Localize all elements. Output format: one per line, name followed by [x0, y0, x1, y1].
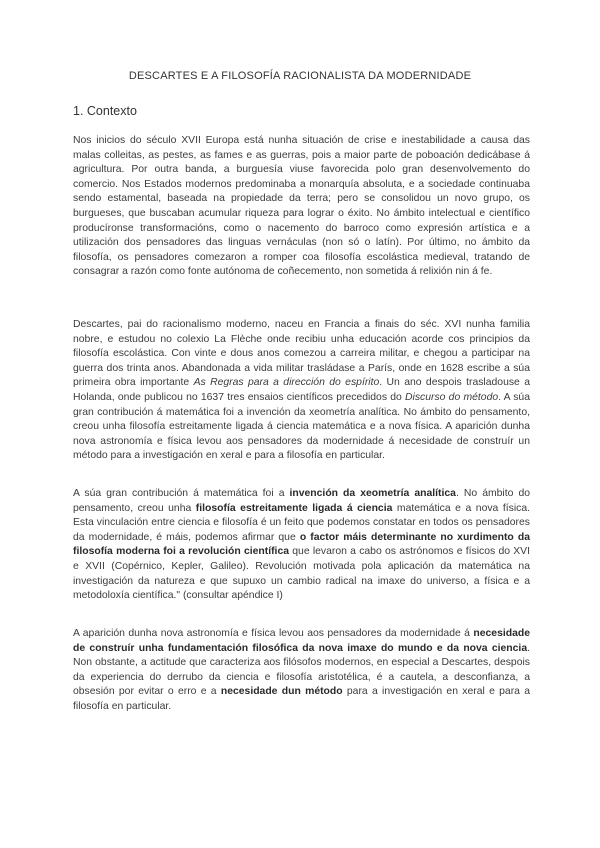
text-run: A aparición dunha nova astronomía e física levou aos pensadores da modernidade á: [73, 628, 474, 639]
text-run: Descartes, pai do racionalismo moderno, naceu en Francia a finais do séc. XVI nunha familia nobre, e estudou no colexio La Flèche onde recibiu unha educación acorde cos principios da filosofía escolástica. Con vinte e dous anos comezou a carreira militar, e chegou a participar na guerra dos trinta anos. Abandonada a vida militar trasládase a París, onde en 1628 escribe a súa primeira obra importante: [73, 319, 530, 389]
emphasis: invención da xeometría analítica: [289, 488, 456, 499]
text-run: . Non obstante, a actitude que caracteriza aos filósofos modernos, en especial a Descartes, despois da experiencia do derrubo da ciencia e filosofía aristotélica, é a cautela, a desconfianza, a obsesión por evitar o erro e a: [73, 642, 530, 698]
paragraph-mathematics: [73, 487, 530, 604]
text-run: matemática e a nova física. Esta vinculación entre ciencia e filosofía é un feito que podemos constatar en todos os pensadores da modernidade, é máis, podemos afirmar que: [73, 502, 530, 543]
emphasis: necesidade dun método: [220, 686, 343, 698]
text-run: que levaron a cabo os astrónomos e físicos do XVI e XVII (Copérnico, Kepler, Galileo). Revolución motivada pola aplicación da matemática na investigación da natureza e que supuxo un cambio radical na imaxe do universo, a física e a metodoloxía científica." (consultar apéndice I): [73, 546, 530, 602]
text-run: A súa gran contribución á matemática foi a: [73, 488, 290, 499]
emphasis: filosofía estreitamente ligada á ciencia: [195, 502, 393, 514]
paragraph-context: Nos inicios do século XVII Europa está nunha situación de crise e inestabilidade a causa das malas colleitas, as pestes, as fames e as guerras, pois a maior parte de poboación dedicábase á agricultura. Por outra banda, a burguesía viuse favorecida polo gran desenvolvemento do comercio. Nos Estados modernos predominaba a monarquía absoluta, e a sociedade continuaba sendo estamental, baseada na propiedade da terra; pero se consolidou un novo grupo, os burgueses, que buscaban acumular riqueza para lograr o éxito. No ámbito intelectual e científico producíronse transformacións, como o nacemento do barroco como expresión artística e a utilización dos pensadores das linguas vernáculas (non só o latín). Por último, no ámbito da filosofía, os pensadores comezaron a romper coa filosofía escolástica medieval, tratando de consagrar a razón como fonte autónoma de coñecemento, non sometida á relixión nin á fe.: [73, 135, 530, 278]
text-run: . Un ano despois trasladouse a Holanda, onde publicou no 1637 tres ensaios científicos precedidos do: [73, 377, 530, 403]
text-run: . No ámbito do pensamento, creou unha: [73, 488, 530, 514]
text-run: . A súa gran contribución á matemática foi a invención da xeometría analítica. No ámbito do pensamento, creou unha filosofía estreitamente ligada á ciencia matemática e a nova física. A aparición dunha nova astronomía e física levou aos pensadores da modernidade á necesidade de construír un método para a investigación en xeral e para a filosofía en particular.: [73, 391, 530, 462]
paragraph-biography: [73, 318, 530, 464]
document-title: DESCARTES E A FILOSOFÍA RACIONALISTA DA MODERNIDADE: [128, 70, 472, 82]
text-run: para a investigación en xeral e para a filosofía en particular.: [73, 686, 530, 712]
section-heading: 1. Contexto: [73, 104, 137, 118]
work-title: Discurso do método: [405, 391, 499, 403]
work-title: As Regras para a dirección do espírito: [193, 377, 380, 389]
emphasis: o factor máis determinante no xurdimento da filosofía moderna foi a revolución científica: [73, 531, 530, 558]
paragraph-method: [73, 627, 530, 715]
emphasis: necesidade de construír unha fundamentación filosófica da nova imaxe do mundo e da nova ciencia: [73, 628, 530, 654]
